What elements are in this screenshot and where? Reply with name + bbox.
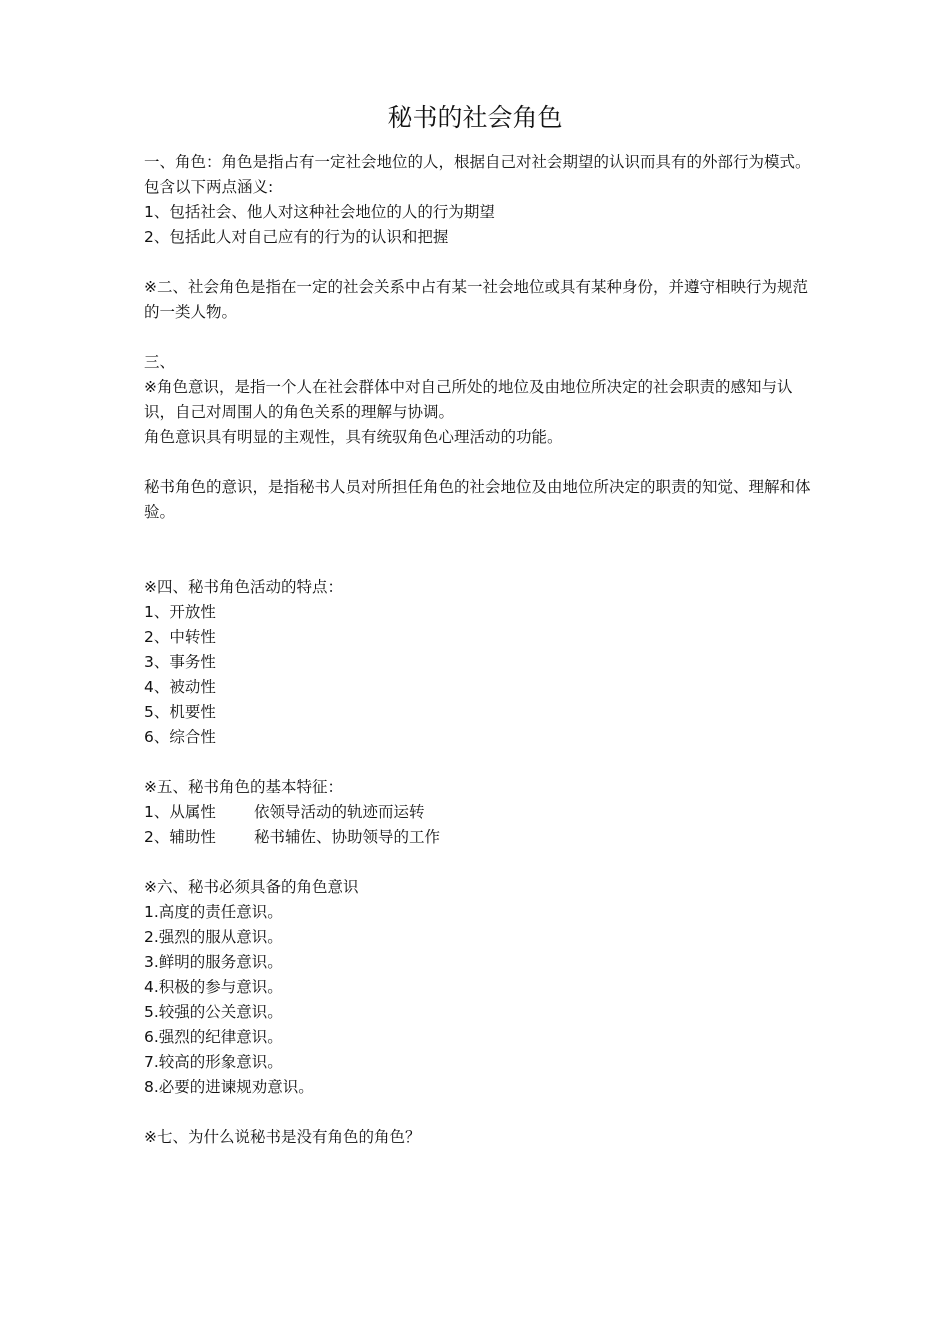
section-3-paragraph: 秘书角色的意识，是指秘书人员对所担任角色的社会地位及由地位所决定的职责的知觉、理解和体验。 xyxy=(144,478,811,521)
section-5-item xyxy=(144,800,814,825)
section-4-item: 1、开放性 xyxy=(144,603,216,621)
document-title: 秘书的社会角色 xyxy=(387,103,563,132)
section-4-item: 3、事务性 xyxy=(144,653,216,671)
section-3-paragraph: 角色意识具有明显的主观性，具有统驭角色心理活动的功能。 xyxy=(144,428,563,446)
section-1-intro: 包含以下两点涵义: xyxy=(144,178,274,196)
feature-description: 依领导活动的轨迹而运转 xyxy=(254,803,425,821)
section-4-item: 6、综合性 xyxy=(144,728,216,746)
section-4-heading: ※四、秘书角色活动的特点： xyxy=(144,578,343,596)
section-1-item: 2、包括此人对自己应有的行为的认识和把握 xyxy=(144,228,449,246)
section-5-heading: ※五、秘书角色的基本特征： xyxy=(144,778,343,796)
section-7-heading: ※七、为什么说秘书是没有角色的角色？ xyxy=(144,1128,421,1146)
section-6-item: 2.强烈的服从意识。 xyxy=(144,928,283,946)
feature-description: 秘书辅佐、协助领导的工作 xyxy=(254,828,441,846)
section-6-item: 7.较高的形象意识。 xyxy=(144,1053,283,1071)
section-4-item: 4、被动性 xyxy=(144,678,216,696)
section-6-item: 6.强烈的纪律意识。 xyxy=(144,1028,283,1046)
section-4-item: 5、机要性 xyxy=(144,703,216,721)
section-3-heading: 三、 xyxy=(144,353,176,371)
section-1-item: 1、包括社会、他人对这种社会地位的人的行为期望 xyxy=(144,203,495,221)
section-6-item: 8.必要的进谏规劝意识。 xyxy=(144,1078,314,1096)
section-6-heading: ※六、秘书必须具备的角色意识 xyxy=(144,878,359,896)
document-body xyxy=(144,150,814,1150)
feature-term: 1、从属性 xyxy=(144,803,216,821)
section-3-paragraph: ※角色意识，是指一个人在社会群体中对自己所处的地位及由地位所决定的社会职责的感知与认识，自己对周围人的角色关系的理解与协调。 xyxy=(144,378,793,421)
section-4-item: 2、中转性 xyxy=(144,628,216,646)
section-6-item: 4.积极的参与意识。 xyxy=(144,978,283,996)
section-6-item: 3.鲜明的服务意识。 xyxy=(144,953,283,971)
feature-term: 2、辅助性 xyxy=(144,828,216,846)
section-6-item: 1.高度的责任意识。 xyxy=(144,903,283,921)
section-1-paragraph: 一、角色：角色是指占有一定社会地位的人，根据自己对社会期望的认识而具有的外部行为模式。 xyxy=(144,153,811,171)
section-5-item xyxy=(144,825,814,850)
section-2-paragraph: ※二、社会角色是指在一定的社会关系中占有某一社会地位或具有某种身份，并遵守相映行为规范的一类人物。 xyxy=(144,278,808,321)
section-6-item: 5.较强的公关意识。 xyxy=(144,1003,283,1021)
